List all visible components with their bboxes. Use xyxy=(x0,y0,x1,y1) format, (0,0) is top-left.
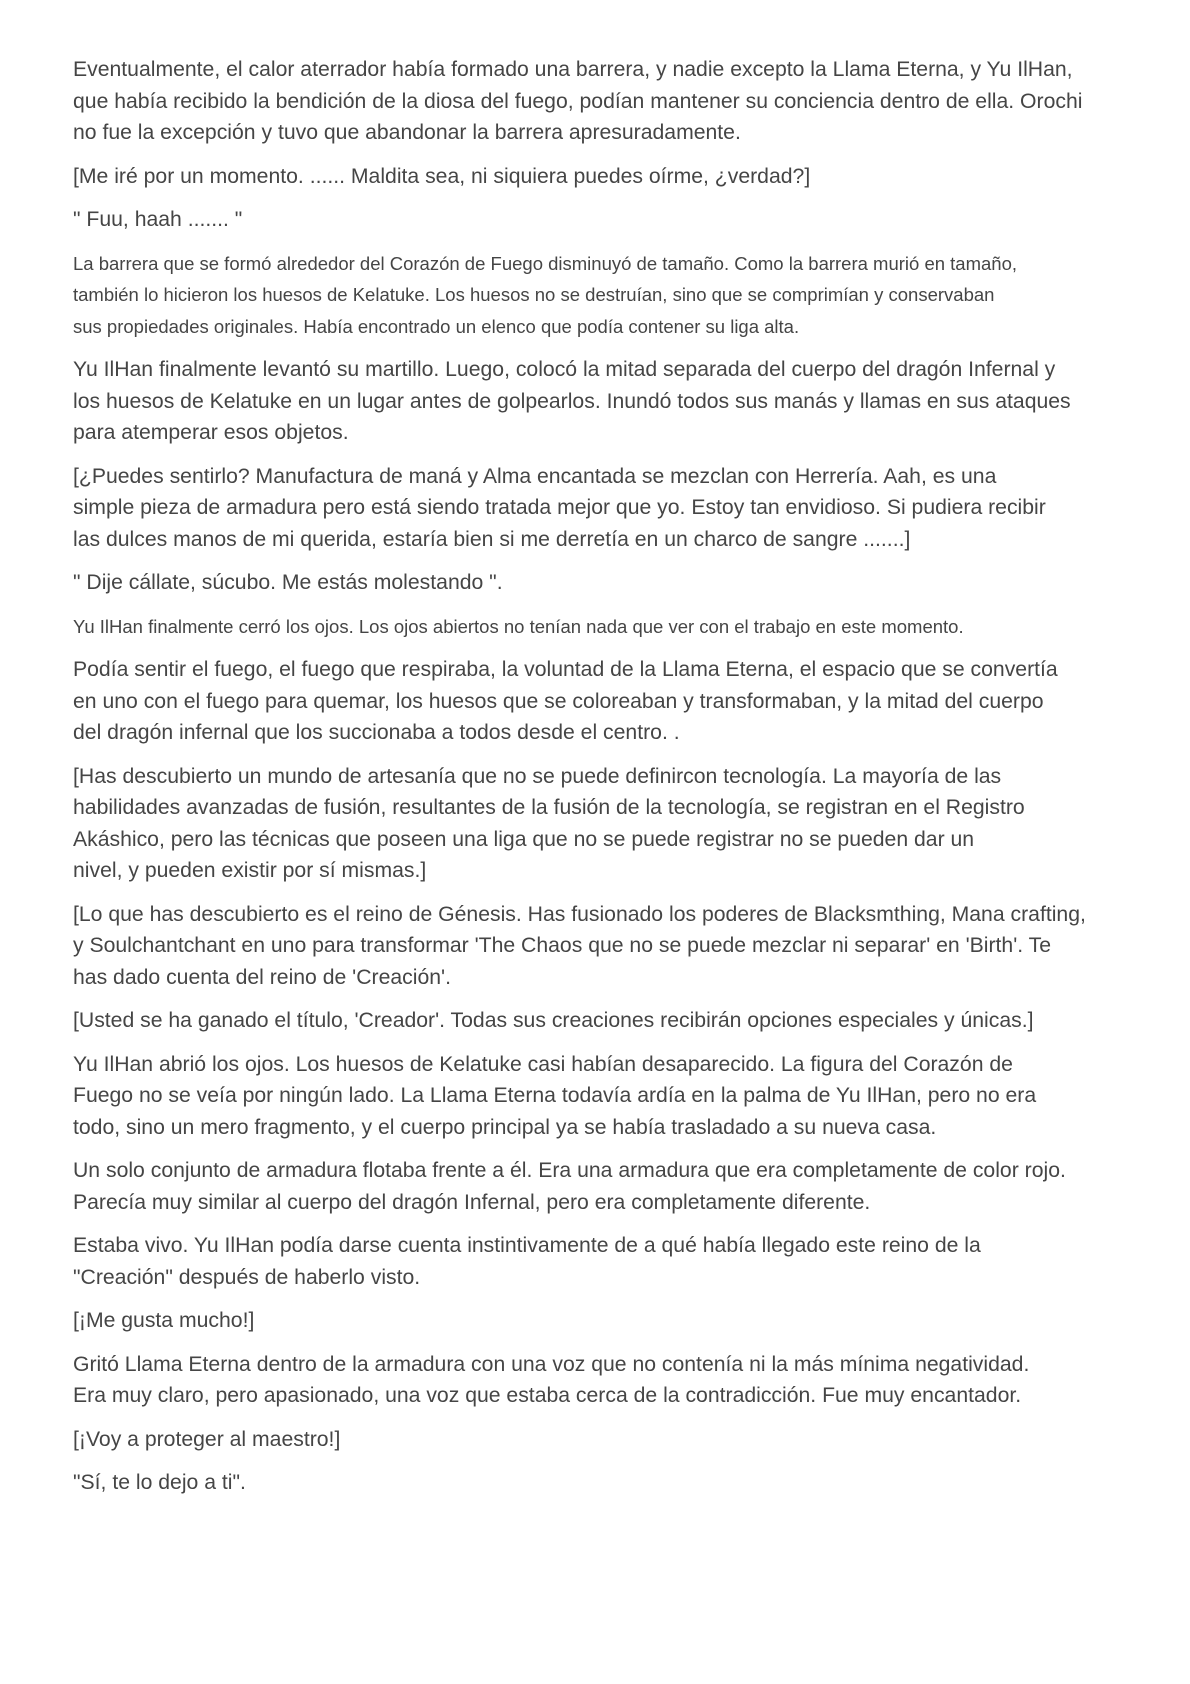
text-line: Podía sentir el fuego, el fuego que respiraba, la voluntad de la Llama Eterna, el espacio que se convertía xyxy=(73,658,1058,681)
text-line: también lo hicieron los huesos de Kelatuke. Los huesos no se destruían, sino que se comprimían y conservaban xyxy=(73,284,995,305)
text-line: [Me iré por un momento. ...... Maldita sea, ni siquiera puedes oírme, ¿verdad?] xyxy=(73,164,811,188)
text-line: Estaba vivo. Yu IlHan podía darse cuenta instintivamente de a qué había llegado este reino de la xyxy=(73,1234,981,1257)
text-line: La barrera que se formó alrededor del Corazón de Fuego disminuyó de tamaño. Como la barrera murió en tamaño, xyxy=(73,252,1018,274)
paragraph xyxy=(73,1230,1123,1293)
paragraph xyxy=(73,1424,1123,1456)
text-line: " Fuu, haah ....... " xyxy=(73,208,243,231)
paragraph-gap xyxy=(73,887,1123,899)
paragraph-gap xyxy=(73,192,1123,204)
paragraph-gap xyxy=(73,449,1123,461)
text-line: todo, sino un mero fragmento, y el cuerpo principal ya se había trasladado a su nueva casa. xyxy=(73,1115,937,1139)
text-line: [¿Puedes sentirlo? Manufactura de maná y Alma encantada se mezclan con Herrería. Aah, es una xyxy=(73,464,997,488)
paragraph-gap xyxy=(73,555,1123,567)
paragraph xyxy=(73,161,1123,193)
text-line: simple pieza de armadura pero está siendo tratada mejor que yo. Estoy tan envidioso. Si pudiera recibir xyxy=(73,496,1046,519)
text-line: las dulces manos de mi querida, estaría bien si me derretía en un charco de sangre .......] xyxy=(73,527,911,551)
paragraph xyxy=(73,354,1123,449)
text-line: nivel, y pueden existir por sí mismas.] xyxy=(73,859,427,882)
paragraph xyxy=(73,461,1123,556)
paragraph-gap xyxy=(73,642,1123,654)
paragraph xyxy=(73,204,1123,236)
paragraph-gap xyxy=(73,1143,1123,1155)
paragraph xyxy=(73,1049,1123,1144)
text-line: Yu IlHan finalmente levantó su martillo. Luego, colocó la mitad separada del cuerpo del dragón Infernal y xyxy=(73,358,1056,381)
text-line: sus propiedades originales. Había encontrado un elenco que podía contener su liga alta. xyxy=(73,315,800,337)
text-line: y Soulchantchant en uno para transformar 'The Chaos que no se puede mezclar ni separar' en 'Birth'. Te xyxy=(73,934,1052,957)
paragraph xyxy=(73,1155,1123,1218)
text-line: [¡Voy a proteger al maestro!] xyxy=(73,1427,341,1451)
paragraph xyxy=(73,761,1123,887)
paragraph xyxy=(73,248,1123,343)
text-line: " Dije cállate, súcubo. Me estás molestando ". xyxy=(73,571,503,594)
text-line: [¡Me gusta mucho!] xyxy=(73,1309,255,1332)
paragraph xyxy=(73,611,1123,643)
paragraph xyxy=(73,1005,1123,1037)
document-page xyxy=(73,54,1123,1499)
text-line: que había recibido la bendición de la diosa del fuego, podían mantener su conciencia dentro de ella. Orochi xyxy=(73,89,1083,113)
paragraph-gap xyxy=(73,236,1123,248)
text-line: [Usted se ha ganado el título, 'Creador'. Todas sus creaciones recibirán opciones especiales y únicas.] xyxy=(73,1009,1034,1032)
paragraph-gap xyxy=(73,1218,1123,1230)
text-line: Fuego no se veía por ningún lado. La Llama Eterna todavía ardía en la palma de Yu IlHan, pero no era xyxy=(73,1084,1037,1107)
text-line: del dragón infernal que los succionaba a todos desde el centro. . xyxy=(73,721,680,744)
text-line: Yu IlHan abrió los ojos. Los huesos de Kelatuke casi habían desaparecido. La figura del Corazón de xyxy=(73,1052,1013,1076)
text-line: Parecía muy similar al cuerpo del dragón Infernal, pero era completamente diferente. xyxy=(73,1190,871,1214)
text-line: los huesos de Kelatuke en un lugar antes de golpearlos. Inundó todos sus manás y llamas en sus ataques xyxy=(73,389,1071,413)
text-line: no fue la excepción y tuvo que abandonar la barrera apresuradamente. xyxy=(73,121,741,144)
text-line: [Has descubierto un mundo de artesanía que no se puede definircon tecnología. La mayoría de las xyxy=(73,764,1002,788)
paragraph-gap xyxy=(73,993,1123,1005)
paragraph xyxy=(73,54,1123,149)
paragraph xyxy=(73,1349,1123,1412)
paragraph-gap xyxy=(73,1037,1123,1049)
paragraph-gap xyxy=(73,749,1123,761)
text-line: Era muy claro, pero apasionado, una voz que estaba cerca de la contradicción. Fue muy encantador. xyxy=(73,1384,1022,1407)
text-line: para atemperar esos objetos. xyxy=(73,421,349,444)
paragraph xyxy=(73,654,1123,749)
paragraph-gap xyxy=(73,149,1123,161)
paragraph-gap xyxy=(73,1337,1123,1349)
text-line: Yu IlHan finalmente cerró los ojos. Los ojos abiertos no tenían nada que ver con el trabajo en este momento. xyxy=(73,615,964,637)
text-line: "Creación" después de haberlo visto. xyxy=(73,1265,421,1289)
text-line: en uno con el fuego para quemar, los huesos que se coloreaban y transformaban, y la mitad del cuerpo xyxy=(73,689,1044,713)
paragraph-gap xyxy=(73,342,1123,354)
paragraph xyxy=(73,567,1123,599)
text-line: has dado cuenta del reino de 'Creación'. xyxy=(73,965,451,989)
text-line: "Sí, te lo dejo a ti". xyxy=(73,1471,246,1494)
text-line: [Lo que has descubierto es el reino de Génesis. Has fusionado los poderes de Blacksmthing, Mana crafting, xyxy=(73,902,1086,926)
paragraph-gap xyxy=(73,1293,1123,1305)
paragraph xyxy=(73,1467,1123,1499)
text-line: habilidades avanzadas de fusión, resultantes de la fusión de la tecnología, se registran en el Registro xyxy=(73,796,1025,819)
paragraph-gap xyxy=(73,599,1123,611)
paragraph xyxy=(73,1305,1123,1337)
text-line: Eventualmente, el calor aterrador había formado una barrera, y nadie excepto la Llama Eterna, y Yu IlHan, xyxy=(73,58,1073,81)
text-line: Un solo conjunto de armadura flotaba frente a él. Era una armadura que era completamente de color rojo. xyxy=(73,1159,1066,1182)
paragraph-gap xyxy=(73,1455,1123,1467)
paragraph xyxy=(73,899,1123,994)
paragraph-gap xyxy=(73,1412,1123,1424)
text-line: Gritó Llama Eterna dentro de la armadura con una voz que no contenía ni la más mínima negatividad. xyxy=(73,1352,1030,1376)
text-line: Akáshico, pero las técnicas que poseen una liga que no se puede registrar no se pueden dar un xyxy=(73,827,975,851)
